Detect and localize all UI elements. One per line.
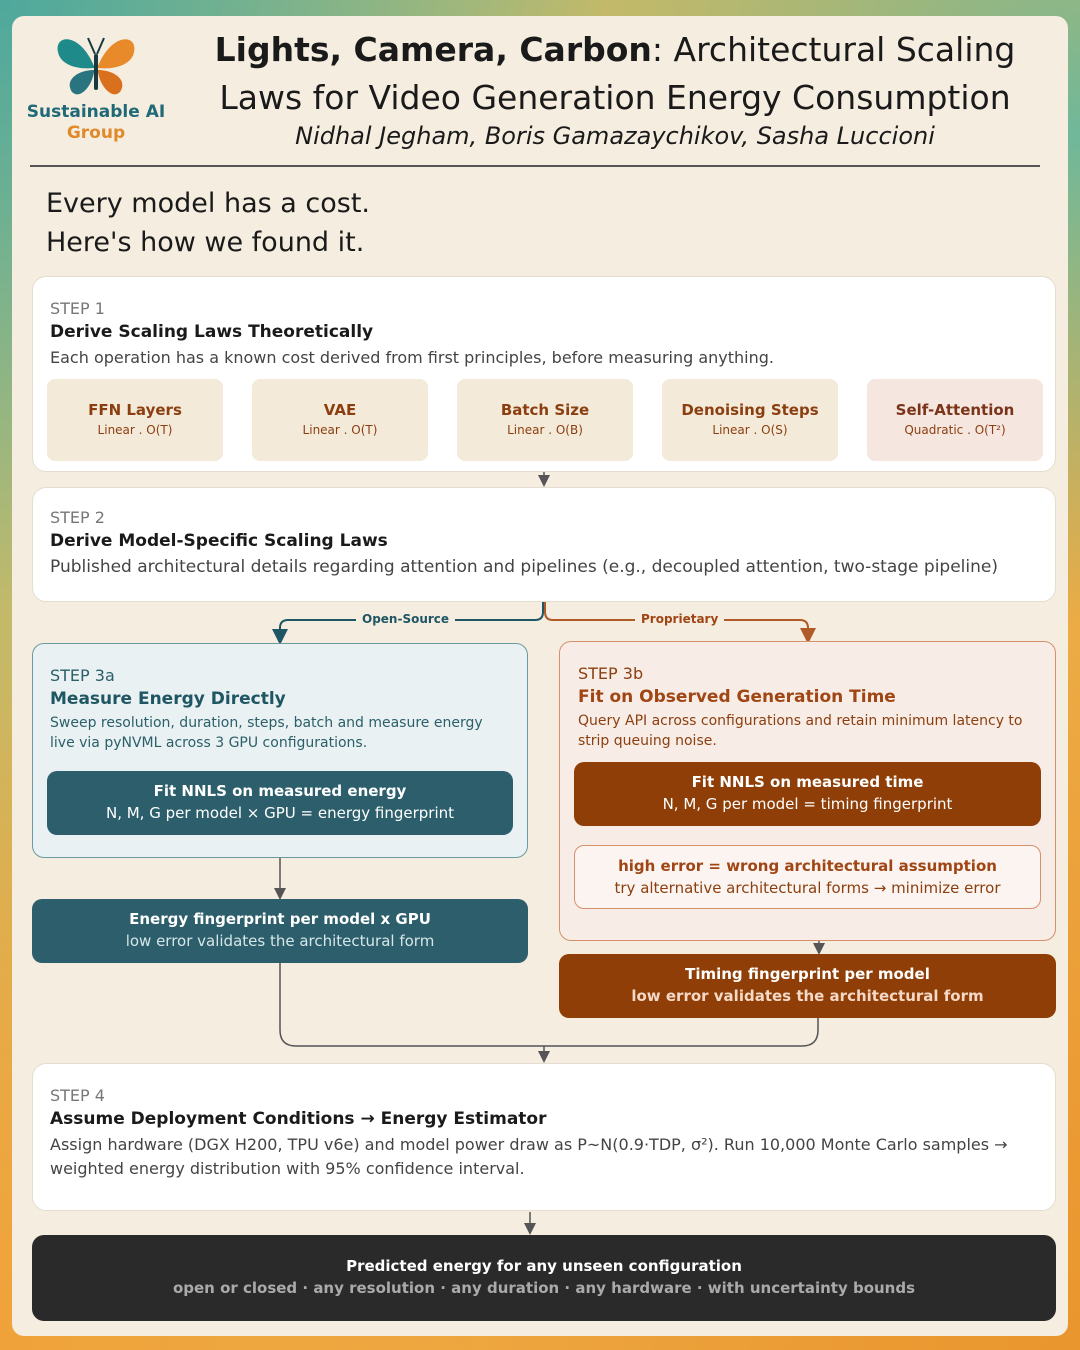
final-result-box bbox=[32, 1235, 1056, 1321]
step1-label: STEP 1 bbox=[50, 299, 105, 318]
op-name: Batch Size bbox=[500, 401, 590, 419]
op-cost: Linear . O(B) bbox=[507, 423, 583, 437]
step3a-fit-sub: N, M, G per model × GPU = energy fingerprint bbox=[105, 804, 455, 822]
step3b-label: STEP 3b bbox=[578, 664, 644, 683]
step4-label: STEP 4 bbox=[50, 1086, 105, 1105]
step3b-desc: Query API across configurations and retain minimum latency to strip queuing noise. bbox=[578, 713, 1023, 749]
step3a-result-title: Energy fingerprint per model x GPU bbox=[129, 910, 431, 928]
op-name: Denoising Steps bbox=[681, 401, 819, 419]
step3b-error-title: high error = wrong architectural assumption bbox=[618, 857, 997, 875]
step3a-result-box bbox=[32, 899, 528, 963]
authors: Nidhal Jegham, Boris Gamazaychikov, Sasha Luccioni bbox=[295, 122, 935, 150]
step3a-fit-title: Fit NNLS on measured energy bbox=[153, 782, 407, 800]
step4-title: Assume Deployment Conditions → Energy Estimator bbox=[50, 1109, 547, 1129]
step3a-title: Measure Energy Directly bbox=[50, 689, 286, 709]
logo-line1: Sustainable AI bbox=[26, 102, 166, 122]
step3b-result-title: Timing fingerprint per model bbox=[685, 965, 930, 983]
step1-desc: Each operation has a known cost derived from first principles, before measuring anything. bbox=[50, 348, 775, 367]
step4-desc: Assign hardware (DGX H200, TPU v6e) and model power draw as P~N(0.9·TDP, σ²). Run 10,000 Monte Carlo samples → weighted energy distribution with 95% confidence interval. bbox=[50, 1135, 1008, 1178]
step3a-result-sub: low error validates the architectural form bbox=[125, 932, 435, 950]
step2-title: Derive Model-Specific Scaling Laws bbox=[50, 531, 388, 551]
step3b-fit-sub: N, M, G per model = timing fingerprint bbox=[662, 795, 953, 813]
tagline-line2: Here's how we found it. bbox=[46, 227, 365, 258]
branch-proprietary-label: Proprietary bbox=[635, 612, 724, 626]
step2-desc: Published architectural details regarding attention and pipelines (e.g., decoupled attention, two-stage pipeline) bbox=[50, 557, 998, 577]
title-rest: : Architectural Scaling Laws for Video Generation Energy Consumption bbox=[219, 30, 1016, 117]
step2-label: STEP 2 bbox=[50, 508, 105, 527]
step3b-error-box bbox=[574, 845, 1041, 909]
step3a-desc: Sweep resolution, duration, steps, batch and measure energy live via pyNVML across 3 GPU configurations. bbox=[50, 715, 483, 751]
step3b-result-box bbox=[559, 954, 1056, 1018]
step3b-fit-box bbox=[574, 762, 1041, 826]
op-cost: Linear . O(S) bbox=[712, 423, 788, 437]
final-title: Predicted energy for any unseen configuration bbox=[346, 1257, 742, 1275]
title-bold: Lights, Camera, Carbon bbox=[214, 30, 652, 69]
step3b-fit-title: Fit NNLS on measured time bbox=[691, 773, 924, 791]
op-cost: Linear . O(T) bbox=[97, 423, 173, 437]
branch-open-source-label: Open-Source bbox=[356, 612, 455, 626]
final-sub: open or closed · any resolution · any duration · any hardware · with uncertainty bounds bbox=[172, 1279, 916, 1297]
op-cost: Quadratic . O(T²) bbox=[904, 423, 1006, 437]
op-name: VAE bbox=[323, 401, 357, 419]
step3b-error-sub: try alternative architectural forms → minimize error bbox=[614, 879, 1001, 897]
step3b-result-sub: low error validates the architectural form bbox=[631, 987, 984, 1005]
step3b-title: Fit on Observed Generation Time bbox=[578, 687, 896, 707]
tagline-line1: Every model has a cost. bbox=[46, 188, 370, 219]
step1-title: Derive Scaling Laws Theoretically bbox=[50, 322, 374, 342]
op-name: FFN Layers bbox=[88, 401, 182, 419]
op-name: Self-Attention bbox=[895, 401, 1015, 419]
step3a-label: STEP 3a bbox=[50, 666, 115, 685]
op-cost: Linear . O(T) bbox=[302, 423, 378, 437]
step4-card bbox=[32, 1063, 1056, 1211]
logo-line2: Group bbox=[66, 123, 126, 143]
step3a-fit-box bbox=[47, 771, 513, 835]
